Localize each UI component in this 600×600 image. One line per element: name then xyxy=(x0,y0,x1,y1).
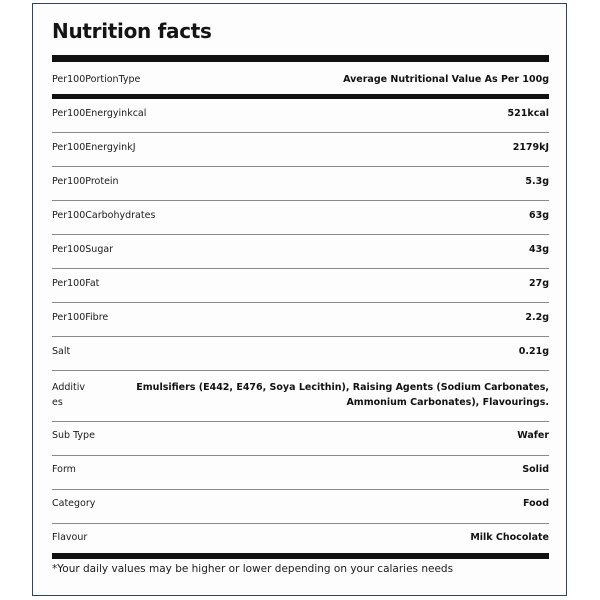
table-row xyxy=(52,459,549,479)
row-label: Per100Fibre xyxy=(52,311,109,323)
table-row xyxy=(52,205,549,225)
row-divider xyxy=(52,455,549,456)
row-divider xyxy=(52,132,549,133)
row-value: 521kcal xyxy=(507,107,549,119)
row-value: Solid xyxy=(522,463,549,475)
row-value: 63g xyxy=(528,209,549,221)
row-label: Per100Fat xyxy=(52,277,100,289)
table-row xyxy=(52,425,549,445)
row-value: Wafer xyxy=(517,429,549,441)
table-row xyxy=(52,171,549,191)
table-row xyxy=(52,239,549,259)
row-label: Salt xyxy=(52,345,71,357)
row-divider xyxy=(52,166,549,167)
row-divider xyxy=(52,200,549,201)
table-row xyxy=(52,307,549,327)
row-value: 27g xyxy=(528,277,549,289)
footer-divider xyxy=(52,553,549,559)
row-label: Per100Energyinkcal xyxy=(52,107,147,119)
row-value: 5.3g xyxy=(525,175,549,187)
row-label: Per100Protein xyxy=(52,175,119,187)
row-label: Per100Carbohydrates xyxy=(52,209,156,221)
table-row xyxy=(52,103,549,123)
row-label: Flavour xyxy=(52,531,88,543)
row-label: Per100Sugar xyxy=(52,243,114,255)
row-divider xyxy=(52,489,549,490)
page-title: Nutrition facts xyxy=(52,19,212,43)
row-label: Additiv es xyxy=(52,382,86,408)
row-value: 0.21g xyxy=(518,345,549,357)
row-divider xyxy=(52,234,549,235)
table-row xyxy=(52,527,549,547)
table-row xyxy=(52,273,549,293)
row-divider xyxy=(52,268,549,269)
table-row xyxy=(52,493,549,513)
header-row xyxy=(52,69,549,89)
table-row xyxy=(52,137,549,157)
row-label: Form xyxy=(52,463,76,475)
row-divider xyxy=(52,302,549,303)
header-divider xyxy=(52,94,549,99)
row-divider xyxy=(52,336,549,337)
footnote: *Your daily values may be higher or lower depending on your calaries needs xyxy=(52,563,454,575)
title-divider xyxy=(52,55,549,62)
row-label: Per100EnergyinkJ xyxy=(52,141,136,153)
row-value: 2179kJ xyxy=(512,141,549,153)
row-divider xyxy=(52,421,549,422)
row-label: Category xyxy=(52,497,96,509)
row-value: 2.2g xyxy=(525,311,549,323)
table-row xyxy=(52,341,549,361)
header-value: Average Nutritional Value As Per 100g xyxy=(343,73,549,85)
row-value: Emulsifiers (E442, E476, Soya Lecithin), Raising Agents (Sodium Carbonates, Ammonium Carbonates), Flavourings. xyxy=(136,382,549,408)
row-value: 43g xyxy=(528,243,549,255)
row-value: Milk Chocolate xyxy=(470,531,549,543)
row-value: Food xyxy=(523,497,549,509)
nutrition-panel xyxy=(32,3,567,596)
row-divider xyxy=(52,370,549,371)
header-label: Per100PortionType xyxy=(52,73,141,85)
table-row-additives xyxy=(52,380,549,412)
row-divider xyxy=(52,523,549,524)
row-label: Sub Type xyxy=(52,429,95,441)
